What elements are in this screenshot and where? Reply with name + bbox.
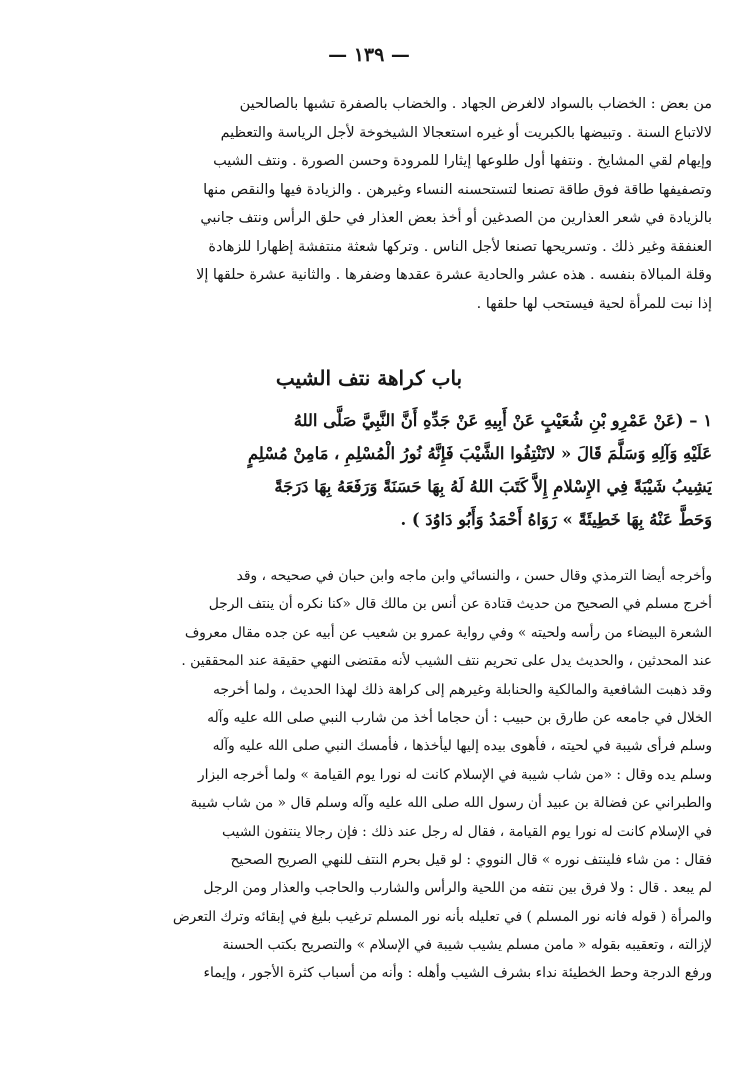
text-line: بالزيادة في شعر العذارين من الصدغين أو أخذ بعض العذار في حلق الرأس ونتف جانبي bbox=[200, 210, 712, 226]
text-line: الخلال في جامعه عن طارق بن حبيب : أن حجاما أخذ من شارب النبي صلى الله عليه وآله bbox=[207, 709, 712, 726]
text-line: من بعض : الخضاب بالسواد لالغرض الجهاد . والخضاب بالصفرة تشبها بالصالحين bbox=[239, 96, 712, 112]
text-line: في الإسلام كانت له نورا يوم القيامة ، فقال له رجل عند ذلك : فإن رجالا ينتفون الشيب bbox=[221, 823, 712, 840]
text-line: وقد ذهبت الشافعية والمالكية والحنابلة وغيرهم إلى كراهة ذلك لهذا الحديث ، ولما أخرجه bbox=[213, 681, 712, 698]
text-line: وسلم يده وقال : «من شاب شيبة في الإسلام كانت له نورا يوم القيامة » ولما أخرجه البزار bbox=[197, 766, 712, 783]
hadith-line: وَحَطَّ عَنْهُ بِهَا خَطِيئَةً » رَوَاهُ أَحْمَدُ وَأَبُو دَاوُدَ ) . bbox=[400, 510, 712, 529]
text-line: الشعرة البيضاء من رأسه ولحيته » وفي رواية عمرو بن شعيب عن أبيه عن جده مقال معروف bbox=[184, 624, 712, 641]
hadith-line: ١ – (عَنْ عَمْرِو بْنِ شُعَيْبٍ عَنْ أَبِيهِ عَنْ جَدِّهِ أَنَّ النَّبِيَّ صَلَّى اللهُ bbox=[293, 411, 712, 430]
text-line: لم يبعد . قال : ولا فرق بين نتفه من اللحية والرأس والشارب والحاجب والعذار ومن الرجل bbox=[203, 880, 712, 897]
page-number: — ١٣٩ — bbox=[328, 44, 410, 66]
text-line: وأخرجه أيضا الترمذي وقال حسن ، والنسائي وابن ماجه وابن حبان في صحيحه ، وقد bbox=[236, 568, 712, 584]
hadith-line: يَشِيبُ شَيْبَةً فِي الإِسْلامِ إِلاَّ كَتَبَ اللهُ لَهُ بِهَا حَسَنَةً وَرَفَعَهُ بِهَا دَرَجَةً bbox=[274, 477, 712, 496]
text-line: إذا نبت للمرأة لحية فيستحب لها حلقها . bbox=[476, 295, 712, 312]
text-line: وتصفيفها طاقة فوق طاقة تصنعا لتستحسنه النساء وغيرهن . والزيادة فيها والنقص منها bbox=[203, 181, 712, 198]
text-line: وقلة المبالاة بنفسه . هذه عشر والحادية عشرة عقدها وضفرها . والثانية عشرة حلقها إلا bbox=[196, 267, 712, 283]
hadith-line: عَلَيْهِ وَآلِهِ وَسَلَّمَ قَالَ « لاتَنْتِفُوا الشَّيْبَ فَإِنَّهُ نُورُ الْمُسْلِمِ ، مَامِنْ مُسْلِمٍ bbox=[247, 444, 712, 463]
text-line: وإيهام لقي المشايخ . ونتفها أول طلوعها إيثارا للمرودة وحسن الصورة . ونتف الشيب bbox=[213, 153, 712, 169]
text-line: فقال : من شاء فلينتف نوره » قال النووي : لو قيل بحرم النتف للنهي الصريح الصحيح bbox=[230, 851, 712, 868]
text-line: لالاتباع السنة . وتبيضها بالكبريت أو غيره استعجالا الشيخوخة لأجل الرياسة والتعظيم bbox=[220, 124, 712, 141]
text-line: وسلم فرأى شيبة في لحيته ، فأهوى بيده إليها ليأخذها ، فأمسك النبي صلى الله عليه وآله bbox=[212, 738, 712, 755]
commentary-paragraph bbox=[82, 562, 712, 988]
text-line: أخرج مسلم في الصحيح من حديث قتادة عن أنس بن مالك قال «كنا نكره أن ينتف الرجل bbox=[208, 596, 712, 613]
text-line: عند المحدثين ، والحديث يدل على تحريم نتف الشيب لأنه مقتضى النهي حقيقة عند المحققين . bbox=[181, 653, 712, 670]
text-line: والطبراني عن فضالة بن عبيد أن رسول الله صلى الله عليه وآله وسلم قال « من شاب شيبة bbox=[190, 795, 712, 812]
text-line: ورفع الدرجة وحط الخطيئة نداء بشرف الشيب وأهله : وأنه من أسباب كثرة الأجور ، وإيماء bbox=[203, 965, 712, 982]
intro-paragraph bbox=[82, 90, 712, 318]
hadith-text bbox=[82, 404, 712, 536]
text-line: والمرأة ( قوله فانه نور المسلم ) في تعليله بأنه نور المسلم ترغيب بليغ في إبقائه وترك التعرض bbox=[172, 908, 712, 925]
text-line: العنفقة وغير ذلك . وتسريحها تصنعا لأجل الناس . وتركها شعثة منتفشة إظهارا للزهادة bbox=[208, 238, 712, 255]
chapter-title: باب كراهة نتف الشيب bbox=[275, 366, 463, 390]
text-line: لإزالته ، وتعقيبه بقوله « مامن مسلم يشيب شيبة في الإسلام » والتصريح بكتب الحسنة bbox=[222, 937, 712, 954]
